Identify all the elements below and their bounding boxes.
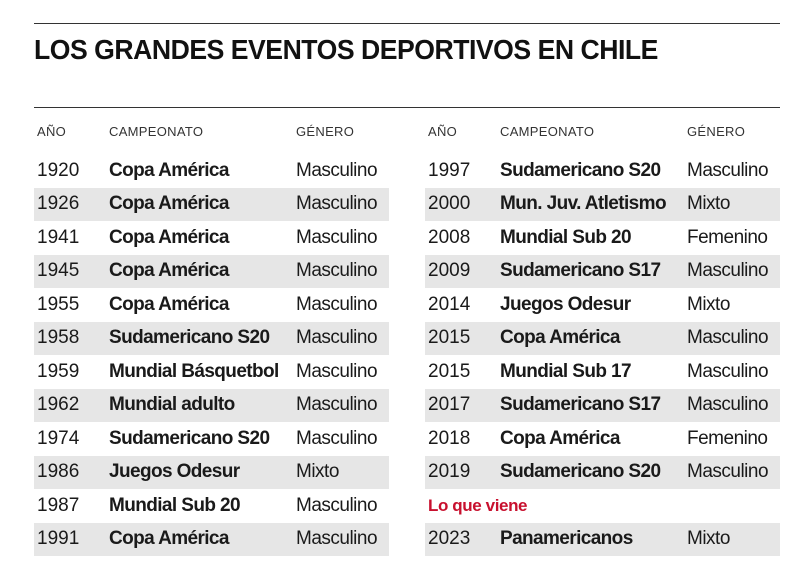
top-rule	[34, 23, 780, 24]
header-gender: GÉNERO	[296, 123, 355, 139]
cell-year: 1958	[37, 327, 80, 349]
table-row	[34, 255, 389, 289]
cell-year: 2008	[428, 226, 471, 248]
cell-year: 1962	[37, 394, 80, 416]
table-header	[425, 108, 780, 154]
table-row	[425, 523, 780, 557]
cell-gender: Femenino	[687, 226, 768, 248]
cell-championship: Mun. Juv. Atletismo	[500, 193, 666, 215]
cell-championship: Juegos Odesur	[500, 293, 631, 315]
cell-gender: Mixto	[296, 461, 339, 483]
cell-championship: Sudamericano S20	[500, 159, 661, 181]
header-year: AÑO	[428, 123, 458, 139]
cell-gender: Masculino	[296, 226, 378, 248]
cell-year: 1941	[37, 226, 80, 248]
cell-year: 2009	[428, 260, 471, 282]
cell-year: 1991	[37, 528, 80, 550]
cell-championship: Sudamericano S20	[109, 427, 270, 449]
table-row	[34, 288, 389, 322]
table-left	[34, 108, 389, 556]
cell-gender: Mixto	[687, 193, 730, 215]
cell-championship: Sudamericano S20	[109, 327, 270, 349]
table-row	[425, 389, 780, 423]
cell-championship: Mundial Básquetbol	[109, 360, 279, 382]
cell-gender: Masculino	[687, 461, 769, 483]
cell-year: 2015	[428, 360, 471, 382]
cell-gender: Femenino	[687, 427, 768, 449]
header-championship: CAMPEONATO	[109, 123, 204, 139]
table-row	[34, 154, 389, 188]
cell-championship: Mundial Sub 20	[109, 494, 240, 516]
header-gender: GÉNERO	[687, 123, 746, 139]
cell-championship: Mundial adulto	[109, 394, 235, 416]
header-championship: CAMPEONATO	[500, 123, 595, 139]
table-row	[34, 221, 389, 255]
cell-championship: Copa América	[109, 193, 229, 215]
cell-year: 2000	[428, 193, 471, 215]
table-row	[425, 288, 780, 322]
cell-championship: Copa América	[109, 528, 229, 550]
cell-gender: Masculino	[687, 327, 769, 349]
table-row	[425, 221, 780, 255]
table-row	[425, 355, 780, 389]
cell-championship: Copa América	[109, 226, 229, 248]
cell-gender: Masculino	[687, 394, 769, 416]
cell-gender: Masculino	[296, 293, 378, 315]
table-row	[34, 389, 389, 423]
table-row	[34, 456, 389, 490]
cell-championship: Sudamericano S17	[500, 394, 661, 416]
cell-year: 2017	[428, 394, 471, 416]
cell-year: 2014	[428, 293, 471, 315]
cell-gender: Masculino	[687, 360, 769, 382]
cell-gender: Masculino	[296, 427, 378, 449]
cell-year: 1920	[37, 159, 80, 181]
cell-gender: Masculino	[687, 159, 769, 181]
cell-year: 1987	[37, 494, 80, 516]
upcoming-label: Lo que viene	[428, 495, 528, 515]
table-row	[34, 422, 389, 456]
cell-year: 2023	[428, 528, 471, 550]
cell-championship: Copa América	[109, 159, 229, 181]
cell-year: 1955	[37, 293, 80, 315]
table-row	[425, 322, 780, 356]
cell-championship: Mundial Sub 17	[500, 360, 631, 382]
cell-gender: Masculino	[296, 327, 378, 349]
cell-year: 1945	[37, 260, 80, 282]
cell-gender: Masculino	[296, 494, 378, 516]
cell-gender: Mixto	[687, 528, 730, 550]
cell-year: 2019	[428, 461, 471, 483]
cell-championship: Panamericanos	[500, 528, 633, 550]
cell-gender: Masculino	[296, 193, 378, 215]
cell-year: 2015	[428, 327, 471, 349]
cell-year: 1986	[37, 461, 80, 483]
cell-championship: Mundial Sub 20	[500, 226, 631, 248]
cell-championship: Copa América	[500, 327, 620, 349]
cell-year: 2018	[428, 427, 471, 449]
table-row	[425, 456, 780, 490]
cell-gender: Masculino	[296, 360, 378, 382]
cell-gender: Masculino	[296, 260, 378, 282]
cell-year: 1974	[37, 427, 80, 449]
cell-gender: Masculino	[296, 159, 378, 181]
cell-gender: Masculino	[296, 528, 378, 550]
table-row	[425, 154, 780, 188]
page-title: LOS GRANDES EVENTOS DEPORTIVOS EN CHILE	[34, 34, 658, 65]
table-header	[34, 108, 389, 154]
cell-gender: Mixto	[687, 293, 730, 315]
cell-championship: Juegos Odesur	[109, 461, 240, 483]
cell-year: 1926	[37, 193, 80, 215]
header-year: AÑO	[37, 123, 67, 139]
cell-year: 1959	[37, 360, 80, 382]
upcoming-label-row	[425, 489, 780, 523]
table-row	[34, 489, 389, 523]
table-row	[34, 322, 389, 356]
cell-gender: Masculino	[687, 260, 769, 282]
cell-championship: Sudamericano S20	[500, 461, 661, 483]
cell-championship: Copa América	[500, 427, 620, 449]
table-row	[425, 188, 780, 222]
table-row	[34, 188, 389, 222]
cell-championship: Sudamericano S17	[500, 260, 661, 282]
table-row	[425, 422, 780, 456]
table-row	[34, 355, 389, 389]
table-row	[425, 255, 780, 289]
table-row	[34, 523, 389, 557]
cell-championship: Copa América	[109, 293, 229, 315]
cell-year: 1997	[428, 159, 471, 181]
cell-gender: Masculino	[296, 394, 378, 416]
cell-championship: Copa América	[109, 260, 229, 282]
table-right	[425, 108, 780, 556]
